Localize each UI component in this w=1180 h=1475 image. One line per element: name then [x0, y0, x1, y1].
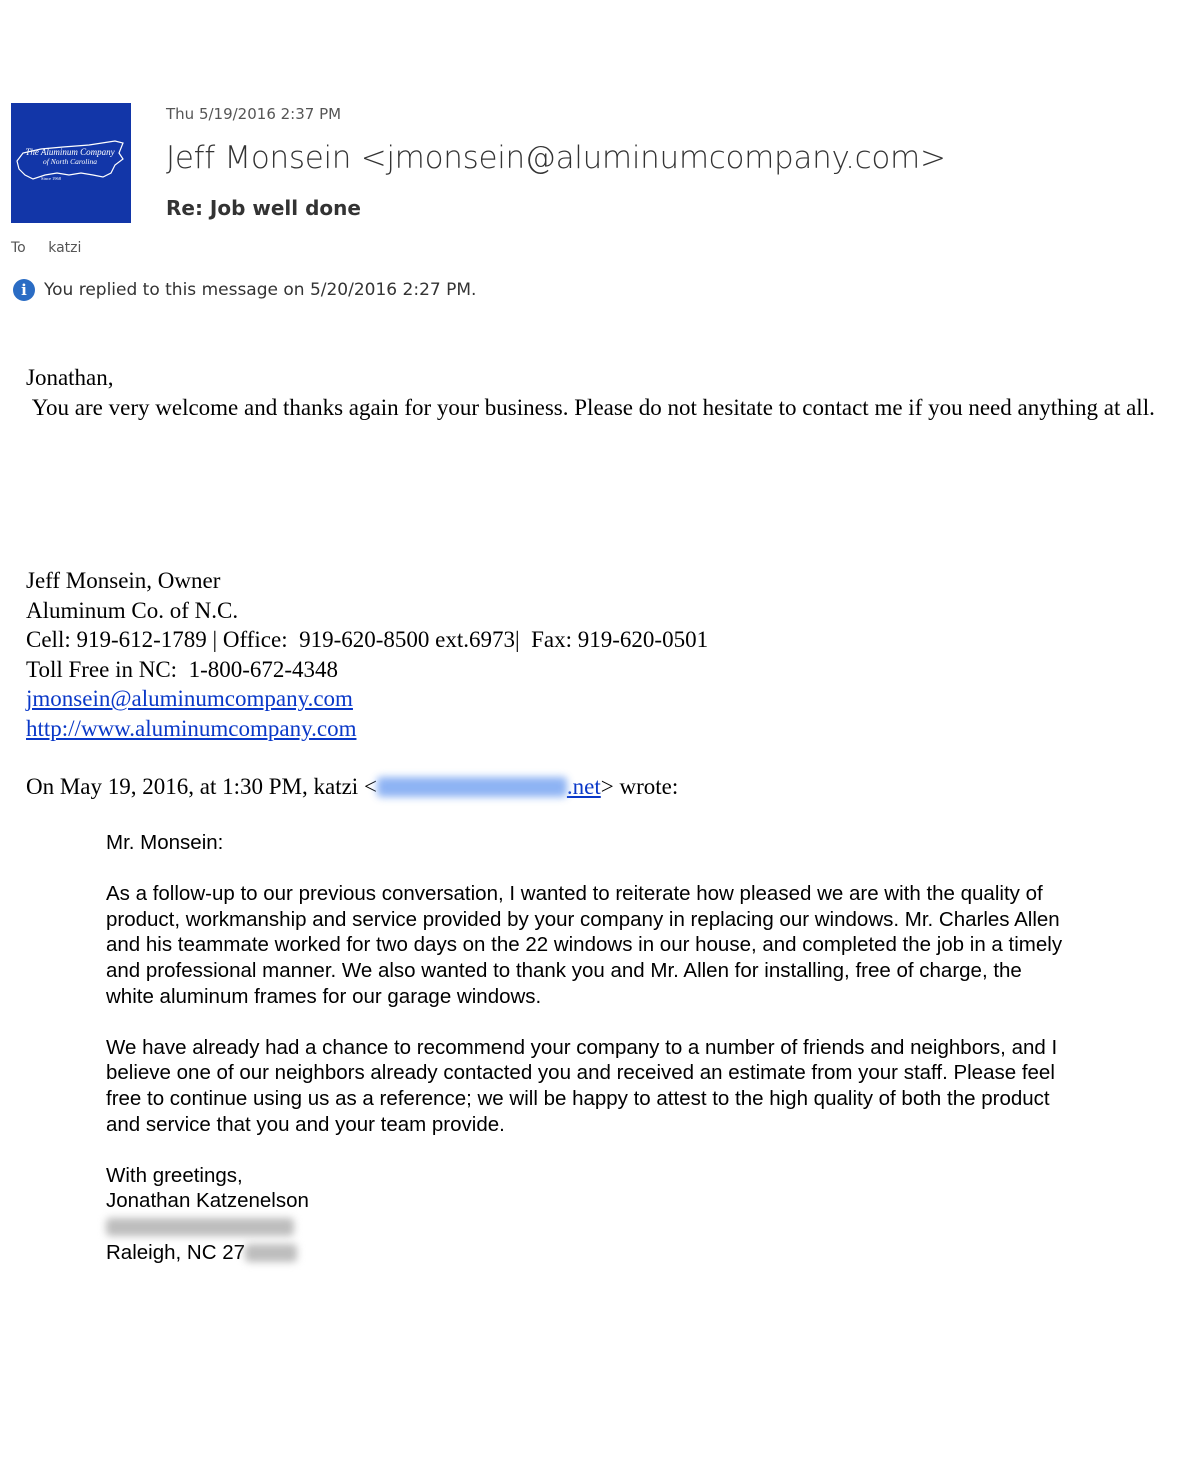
replied-info-bar: [13, 278, 476, 302]
north-carolina-map-icon: [11, 103, 131, 223]
replied-info-text: You replied to this message on 5/20/2016 2:27 PM.: [44, 280, 477, 300]
quote-attribution: [26, 774, 678, 800]
signature-email-link[interactable]: jmonsein@aluminumcompany.com: [26, 686, 353, 712]
reply-body: [26, 363, 1156, 422]
sender-name[interactable]: Jeff Monsein <jmonsein@aluminumcompany.com>: [166, 140, 946, 176]
quoted-message: [106, 830, 1066, 1265]
info-icon: i: [13, 279, 35, 301]
logo-line3: Since 1968: [40, 176, 62, 181]
signature-block: [26, 566, 708, 744]
quoted-city-line: [106, 1240, 1066, 1266]
signature-company: Aluminum Co. of N.C.: [26, 597, 239, 623]
signature-toll-free: Toll Free in NC: 1-800-672-4348: [26, 656, 339, 682]
message-subject: Re: Job well done: [166, 196, 361, 220]
quoted-email-suffix: .net: [566, 774, 601, 799]
sender-logo: [11, 103, 131, 223]
redacted-zip: [245, 1244, 297, 1262]
logo-line1: The Aluminum Company: [25, 147, 115, 157]
recipient-row: [11, 240, 81, 256]
to-label: To: [11, 240, 26, 256]
signature-name: Jeff Monsein, Owner: [26, 568, 221, 593]
quoted-paragraph-1: As a follow-up to our previous conversation, I wanted to reiterate how pleased we are with the quality of product, workmanship and service provided by your company in replacing our windows. Mr. Charles Allen and his teammate worked for two days on the 22 windows in our house, and completed the job in a timely and professional manner. We also wanted to thank you and Mr. Allen for installing, free of charge, the white aluminum frames for our garage windows.: [106, 882, 1063, 1008]
reply-greeting: Jonathan,: [26, 365, 114, 390]
signature-website-link[interactable]: http://www.aluminumcompany.com: [26, 715, 357, 741]
message-date: Thu 5/19/2016 2:37 PM: [166, 105, 342, 123]
quoted-salutation: Mr. Monsein:: [106, 831, 224, 854]
quote-attribution-suffix: > wrote:: [600, 774, 679, 799]
recipient-name[interactable]: katzi: [48, 240, 82, 256]
reply-text: You are very welcome and thanks again for your business. Please do not hesitate to contact me if you need anything at all.: [26, 394, 1155, 420]
quoted-sender-email-link[interactable]: [377, 774, 601, 799]
logo-line2: of North Carolina: [43, 157, 97, 166]
redacted-street-address: [106, 1214, 1066, 1240]
quoted-city-text: Raleigh, NC 27: [106, 1240, 246, 1264]
signature-phones: Cell: 919-612-1789 | Office: 919-620-8500 ext.6973| Fax: 919-620-0501: [26, 627, 709, 653]
redacted-email: [377, 777, 567, 797]
quote-attribution-prefix: On May 19, 2016, at 1:30 PM, katzi <: [26, 774, 377, 799]
quoted-paragraph-2: We have already had a chance to recommend your company to a number of friends and neighbors, and I believe one of our neighbors already contacted you and received an estimate from your staff. Please feel free to continue using us as a reference; we will be happy to attest to the high quality of both the product and service that you and your team provide.: [106, 1035, 1058, 1136]
quoted-closing: With greetings,: [106, 1163, 243, 1187]
quoted-sender-name: Jonathan Katzenelson: [106, 1189, 309, 1213]
